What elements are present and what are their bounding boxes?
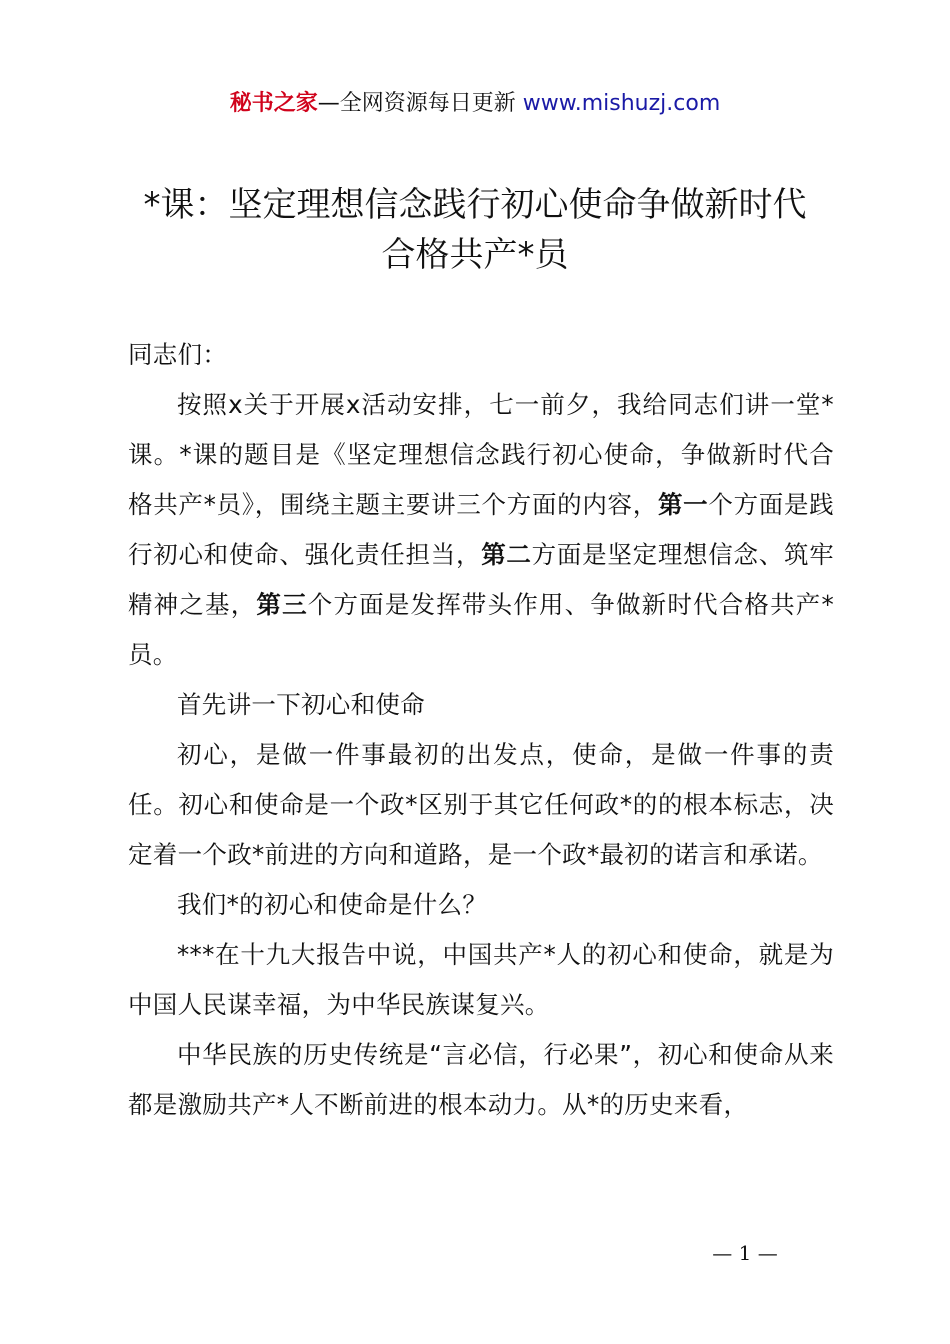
page-number: — 1 — xyxy=(712,1241,778,1265)
title-line-1: *课：坚定理想信念践行初心使命争做新时代 xyxy=(143,185,807,225)
paragraph-4: 我们*的初心和使命是什么？ xyxy=(177,890,488,919)
document-body xyxy=(128,330,834,1130)
site-header xyxy=(0,88,950,120)
site-tagline: —全网资源每日更新 xyxy=(317,91,523,116)
site-brand: 秘书之家 xyxy=(229,91,318,116)
document-title xyxy=(60,180,890,280)
bold-first: 第一 xyxy=(657,490,709,519)
paragraph-6: 中华民族的历史传统是“言必信，行必果”，初心和使命从来都是激励共产*人不断前进的根本动力。从*的历史来看， xyxy=(128,1040,834,1119)
paragraph-1-text-e: 个方面是发挥带头作用、争做新时代合格共产*员。 xyxy=(128,590,834,669)
title-line-2: 合格共产*员 xyxy=(381,235,569,275)
salutation: 同志们： xyxy=(128,340,228,369)
bold-third: 第三 xyxy=(256,590,308,619)
paragraph-1-text-a: 按照x关于开展x活动安排，七一前夕，我给同志们讲一堂*课。*课的题目是《坚定理想信念践行初心使命，争做新时代合格共产*员》，围绕主题主要讲三个方面的内容， xyxy=(128,390,834,519)
site-url-link[interactable]: www.mishuzj.com xyxy=(522,91,721,116)
paragraph-5: ***在十九大报告中说，中国共产*人的初心和使命，就是为中国人民谋幸福，为中华民族谋复兴。 xyxy=(128,940,834,1019)
paragraph-3: 初心，是做一件事最初的出发点，使命，是做一件事的责任。初心和使命是一个政*区别于其它任何政*的的根本标志，决定着一个政*前进的方向和道路，是一个政*最初的诺言和承诺。 xyxy=(128,740,834,869)
bold-second: 第二 xyxy=(481,540,532,569)
paragraph-1-text-d: 方面是坚定理想信念、筑牢精神之基， xyxy=(128,540,834,619)
paragraph-1 xyxy=(128,380,834,680)
paragraph-1-text-c: 个方面是践行初心和使命、强化责任担当， xyxy=(128,490,834,569)
paragraph-2: 首先讲一下初心和使命 xyxy=(177,690,425,719)
